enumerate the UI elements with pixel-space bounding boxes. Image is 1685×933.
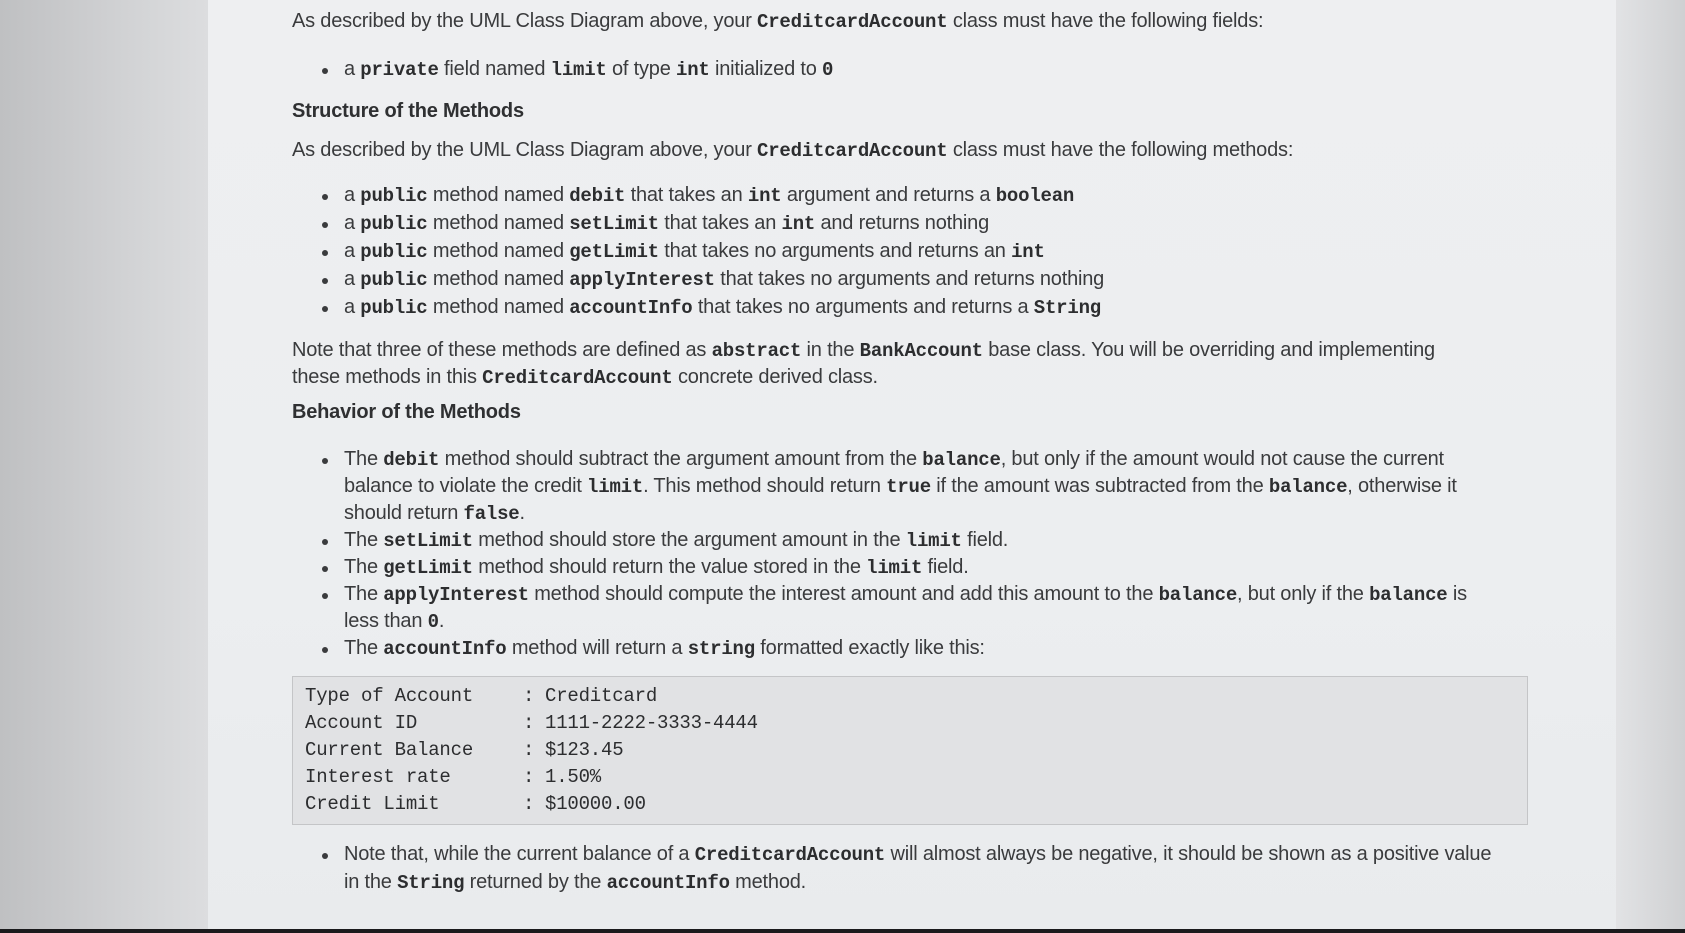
- inline-code: int: [747, 185, 782, 207]
- inline-code: CreditcardAccount: [482, 367, 673, 389]
- inline-code: int: [1011, 241, 1045, 263]
- inline-code: setLimit: [569, 213, 659, 235]
- methods-list: [292, 182, 1592, 322]
- fields-list: [292, 56, 1592, 84]
- inline-code: applyInterest: [383, 584, 529, 606]
- inline-code: getLimit: [569, 241, 659, 263]
- methods-intro: As described by the UML Class Diagram above, your CreditcardAccount class must have the following methods:: [292, 139, 1294, 162]
- code-line: Credit Limit : $10000.00: [305, 793, 646, 815]
- inline-code: debit: [383, 449, 440, 471]
- list-item: a public method named getLimit that takes no arguments and returns an int: [292, 238, 1592, 266]
- inline-code: public: [360, 213, 428, 235]
- inline-code: accountInfo: [383, 638, 507, 660]
- inline-code: limit: [550, 59, 607, 81]
- inline-code: balance: [1268, 476, 1348, 498]
- list-item: a public method named debit that takes an int argument and returns a boolean: [292, 182, 1592, 210]
- fields-intro: As described by the UML Class Diagram above, your CreditcardAccount class must have the following fields:: [292, 10, 1264, 33]
- inline-code: CreditcardAccount: [757, 140, 948, 162]
- inline-code: 0: [822, 59, 834, 81]
- screen-bottom-edge: [0, 929, 1685, 933]
- section-heading-behavior: Behavior of the Methods: [292, 401, 521, 423]
- list-item: The getLimit method should return the value stored in the limit field.: [292, 554, 1592, 581]
- list-item: a public method named setLimit that takes an int and returns nothing: [292, 210, 1592, 238]
- inline-code: private: [360, 59, 439, 81]
- inline-code: String: [1033, 297, 1101, 319]
- inline-code: setLimit: [383, 530, 473, 552]
- list-item: a public method named accountInfo that takes no arguments and returns a String: [292, 294, 1592, 322]
- inline-code: int: [676, 59, 710, 81]
- document-page: [208, 0, 1616, 929]
- list-item: The setLimit method should store the argument amount in the limit field.: [292, 527, 1592, 554]
- inline-code: int: [781, 213, 816, 235]
- inline-code: true: [886, 476, 931, 498]
- inline-code: applyInterest: [569, 269, 715, 291]
- document-content: [292, 8, 1592, 897]
- inline-code: balance: [922, 449, 1001, 471]
- inline-code: public: [360, 297, 428, 319]
- inline-code: boolean: [995, 185, 1075, 207]
- inline-code: balance: [1369, 584, 1448, 606]
- inline-code: string: [687, 638, 755, 660]
- list-item: a private field named limit of type int initialized to 0: [292, 56, 1592, 84]
- inline-code: getLimit: [383, 557, 473, 579]
- inline-code: accountInfo: [569, 297, 693, 319]
- inline-code: CreditcardAccount: [757, 11, 948, 33]
- background-left-shade: [0, 0, 208, 933]
- list-item: The debit method should subtract the argument amount from the balance, but only if the amount would not cause the current balance to violate the credit limit. This method should return true if the amount was subtracted from the balance, otherwise it should return false.: [292, 446, 1504, 527]
- list-item: Note that, while the current balance of a CreditcardAccount will almost always be negative, it should be shown as a positive value in the String returned by the accountInfo method.: [292, 841, 1494, 897]
- inline-code: limit: [866, 557, 923, 579]
- inline-code: false: [463, 503, 520, 525]
- abstract-note: Note that three of these methods are defined as abstract in the BankAccount base class. You will be overriding and implementing these methods in this CreditcardAccount concrete derived class.: [292, 339, 1435, 389]
- final-note-list: [292, 841, 1592, 897]
- inline-code: abstract: [711, 340, 802, 362]
- inline-code: public: [360, 185, 428, 207]
- code-line: Account ID : 1111-2222-3333-4444: [305, 712, 758, 734]
- list-item: a public method named applyInterest that takes no arguments and returns nothing: [292, 266, 1592, 294]
- code-line: Current Balance : $123.45: [305, 739, 624, 761]
- inline-code: debit: [569, 185, 626, 207]
- list-item: The accountInfo method will return a string formatted exactly like this:: [292, 635, 1592, 662]
- inline-code: limit: [905, 530, 962, 552]
- behavior-list: [292, 446, 1592, 662]
- section-heading-structure: Structure of the Methods: [292, 100, 524, 122]
- inline-code: public: [360, 269, 428, 291]
- inline-code: 0: [427, 611, 439, 633]
- inline-code: String: [397, 872, 465, 894]
- inline-code: public: [360, 241, 428, 263]
- inline-code: balance: [1158, 584, 1238, 606]
- sample-output-code-block: [292, 676, 1528, 825]
- inline-code: accountInfo: [606, 872, 730, 894]
- code-line: Type of Account : Creditcard: [305, 685, 658, 707]
- inline-code: CreditcardAccount: [694, 844, 886, 866]
- inline-code: BankAccount: [859, 340, 983, 362]
- inline-code: limit: [587, 476, 644, 498]
- code-line: Interest rate : 1.50%: [305, 766, 602, 788]
- background-right-shade: [1615, 0, 1685, 933]
- list-item: The applyInterest method should compute the interest amount and add this amount to the balance, but only if the balance is less than 0.: [292, 581, 1504, 635]
